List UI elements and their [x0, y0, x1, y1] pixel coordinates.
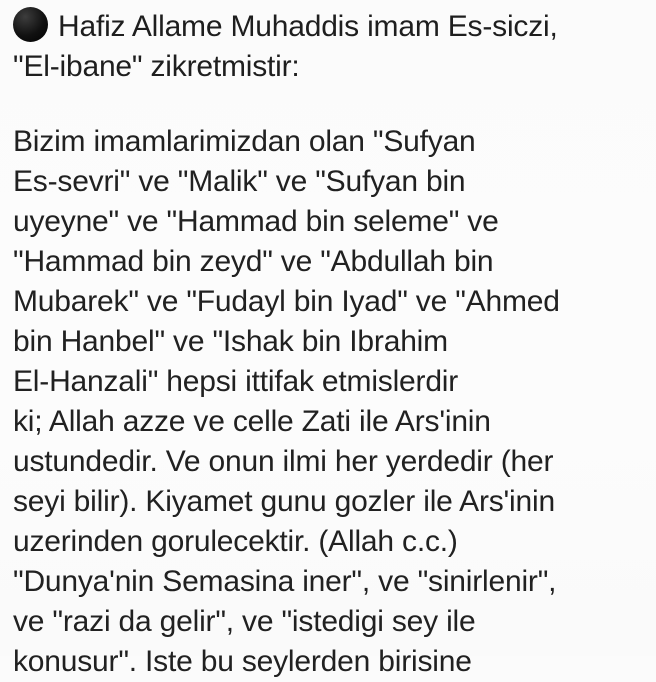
header-text: Hafiz Allame Muhaddis imam Es-siczi,	[58, 10, 558, 43]
text-line: uzerinden gorulecektir. (Allah c.c.)	[13, 525, 458, 558]
text-line: Mubarek" ve "Fudayl bin Iyad" ve "Ahmed	[13, 285, 560, 318]
text-line: bin Hanbel" ve "Ishak bin Ibrahim	[13, 325, 448, 358]
text-line: ve "razi da gelir", ve "istedigi sey ile	[13, 605, 476, 638]
paragraph	[13, 122, 650, 682]
text-line: Es-sevri" ve "Malik" ve "Sufyan bin	[13, 165, 466, 198]
text-line: El-Hanzali" hepsi ittifak etmislerdir	[13, 365, 459, 398]
text-line: "Hammad bin zeyd" ve "Abdullah bin	[13, 245, 494, 278]
header-line-1	[13, 7, 650, 47]
text-line: seyi bilir). Kiyamet gunu gozler ile Ars'inin	[13, 485, 555, 518]
text-line: uyeyne" ve "Hammad bin seleme" ve	[13, 205, 499, 238]
text-line: Bizim imamlarimizdan olan "Sufyan	[13, 125, 476, 158]
text-line: "Dunya'nin Semasina iner", ve "sinirlenir",	[13, 565, 557, 598]
text-line: ki; Allah azze ve celle Zati ile Ars'inin	[13, 405, 491, 438]
header-line-2: "El-ibane" zikretmistir:	[13, 50, 300, 83]
black-circle-icon	[13, 7, 48, 42]
text-line: konusur". Iste bu seylerden birisine	[13, 645, 472, 678]
text-line: ustundedir. Ve onun ilmi her yerdedir (her	[13, 445, 554, 478]
